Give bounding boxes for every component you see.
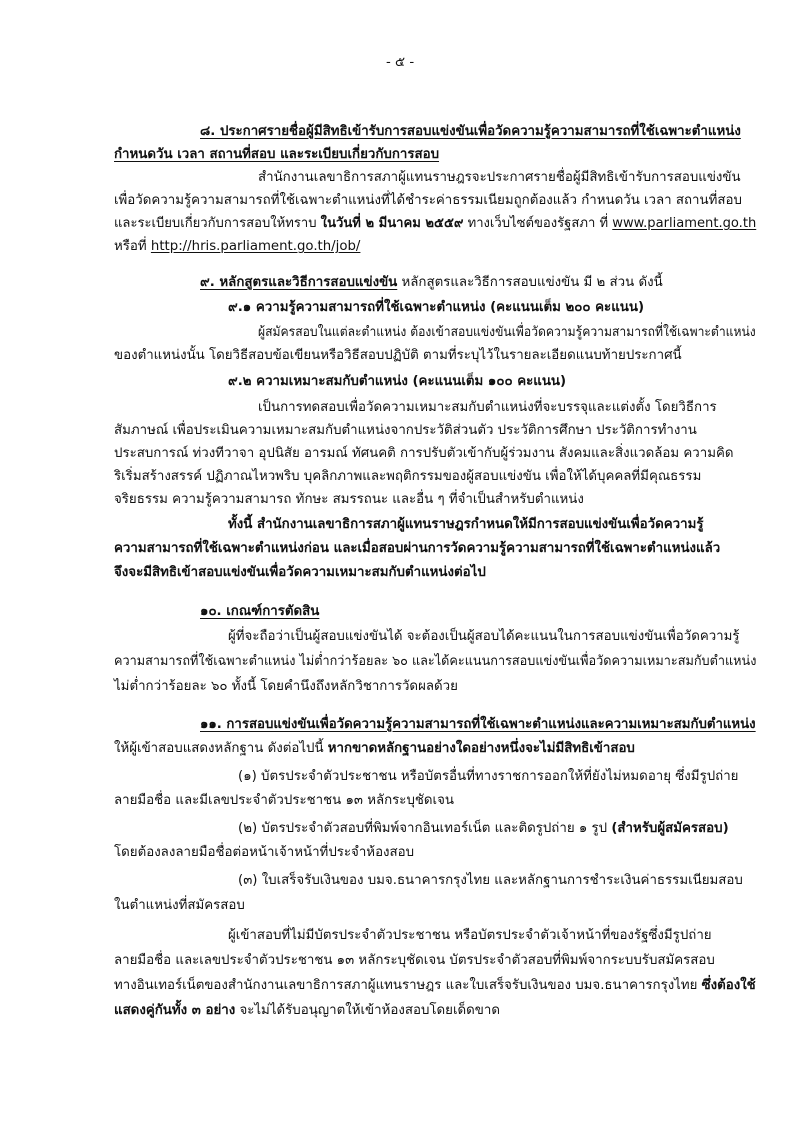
s10-title: ๑๐. เกณฑ์การตัดสิน <box>200 604 320 619</box>
s11-item3-line1: (๓) ใบเสร็จรับเงินของ บมจ.ธนาคารกรุงไทย และหลักฐานการชำระเงินค่าธรรมเนียมสอบ <box>238 873 743 888</box>
s11-item1-line1: (๑) บัตรประจำตัวประชาชน หรือบัตรอื่นที่ทางราชการออกให้ที่ยังไม่หมดอายุ ซึ่งมีรูปถ่าย <box>238 769 739 784</box>
s11-footer-line3-text: ทางอินเทอร์เน็ตของสำนักงานเลขาธิการสภาผู้แทนราษฎร และใบเสร็จรับเงินของ บมจ.ธนาคารกรุงไทย <box>114 978 698 993</box>
s11-footer-line1: ผู้เข้าสอบที่ไม่มีบัตรประจำตัวประชาชน หรือบัตรประจำตัวเจ้าหน้าที่ของรัฐซึ่งมีรูปถ่าย <box>228 928 712 943</box>
s9-1-para-line2: ของตำแหน่งนั้น โดยวิธีสอบข้อเขียนหรือวิธีสอบปฏิบัติ ตามที่ระบุไว้ในรายละเอียดแนบท้ายประกาศนี้ <box>114 348 682 363</box>
s11-footer-line3-bold: ซึ่งต้องใช้ <box>701 978 756 993</box>
s9-2-heading: ๙.๒ ความเหมาะสมกับตำแหน่ง (คะแนนเต็ม ๑๐๐ คะแนน) <box>228 374 567 389</box>
s9-note-line2: ความสามารถที่ใช้เฉพาะตำแหน่งก่อน และเมื่อสอบผ่านการวัดความรู้ความสามารถที่ใช้เฉพาะตำแหน่งแล้ว <box>114 541 721 556</box>
s10-para-line1: ผู้ที่จะถือว่าเป็นผู้สอบแข่งขันได้ จะต้องเป็นผู้สอบได้คะแนนในการสอบแข่งขันเพื่อวัดความรู้ <box>228 629 740 644</box>
s9-2-para-line4: ริเริ่มสร้างสรรค์ ปฏิภาณไหวพริบ บุคลิกภาพและพฤติกรรมของผู้สอบแข่งขัน เพื่อให้ได้บุคคลที่มีคุณธรรม <box>114 469 702 484</box>
s11-footer-line4 <box>114 1000 500 1022</box>
s11-item3-line2: ในตำแหน่งที่สมัครสอบ <box>114 898 245 913</box>
s11-item2-text: (๒) บัตรประจำตัวสอบที่พิมพ์จากอินเทอร์เน็ต และติดรูปถ่าย ๑ รูป <box>238 821 608 836</box>
s9-2-para-line3: ประสบการณ์ ท่วงทีวาจา อุปนิสัย อารมณ์ ทัศนคติ การปรับตัวเข้ากับผู้ร่วมงาน สังคมและสิ่งแวดล้อม ความคิด <box>114 446 734 461</box>
s8-para-line3-text: และระเบียบเกี่ยวกับการสอบให้ทราบ <box>114 216 317 231</box>
s9-note-line3: จึงจะมีสิทธิเข้าสอบแข่งขันเพื่อวัดความเหมาะสมกับตำแหน่งต่อไป <box>114 565 486 580</box>
s9-1-heading: ๙.๑ ความรู้ความสามารถที่ใช้เฉพาะตำแหน่ง (คะแนนเต็ม ๒๐๐ คะแนน) <box>228 300 645 315</box>
s11-footer-line2: ลายมือชื่อ และเลขประจำตัวประชาชน ๑๓ หลักระบุชัดเจน บัตรประจำตัวสอบที่พิมพ์จากระบบรับสมัครสอบ <box>114 953 715 968</box>
s9-2-para-line1: เป็นการทดสอบเพื่อวัดความเหมาะสมกับตำแหน่งที่จะบรรจุและแต่งตั้ง โดยวิธีการ <box>258 400 717 415</box>
s8-para-line2: เพื่อวัดความรู้ความสามารถที่ใช้เฉพาะตำแหน่งที่ได้ชำระค่าธรรมเนียมถูกต้องแล้ว กำหนดวัน เวลา สถานที่สอบ <box>114 193 742 208</box>
s11-item2-line1 <box>238 818 729 840</box>
s11-footer-line3 <box>114 975 756 997</box>
s9-2-para-line5: จริยธรรม ความรู้ความสามารถ ทักษะ สมรรถนะ และอื่น ๆ ที่จำเป็นสำหรับตำแหน่ง <box>114 492 584 507</box>
s8-para-line4-text: หรือที่ <box>114 239 147 254</box>
s9-title-heading: ๙. หลักสูตรและวิธีการสอบแข่งขัน <box>200 275 398 290</box>
parliament-website-link[interactable]: www.parliament.go.th <box>612 216 757 231</box>
s8-para-line3-text2: ทางเว็บไซต์ของรัฐสภา ที่ <box>467 216 609 231</box>
hris-job-link[interactable]: http://hris.parliament.go.th/job/ <box>150 239 361 254</box>
s11-item1-line2: ลายมือชื่อ และมีเลขประจำตัวประชาชน ๑๓ หลักระบุชัดเจน <box>114 793 454 808</box>
s10-para-line2: ความสามารถที่ใช้เฉพาะตำแหน่ง ไม่ต่ำกว่าร้อยละ ๖๐ และได้คะแนนการสอบแข่งขันเพื่อวัดความเหมาะสมกับตำแหน่ง <box>114 654 757 669</box>
s9-1-para-line1: ผู้สมัครสอบในแต่ละตำแหน่ง ต้องเข้าสอบแข่งขันเพื่อวัดความรู้ความสามารถที่ใช้เฉพาะตำแหน่ง <box>258 325 756 340</box>
s11-intro <box>114 738 635 760</box>
s11-item2-line2: โดยต้องลงลายมือชื่อต่อหน้าเจ้าหน้าที่ประจำห้องสอบ <box>114 845 415 860</box>
s10-para-line3: ไม่ต่ำกว่าร้อยละ ๖๐ ทั้งนี้ โดยคำนึงถึงหลักวิชาการวัดผลด้วย <box>114 679 458 694</box>
s11-title: ๑๑. การสอบแข่งขันเพื่อวัดความรู้ความสามารถที่ใช้เฉพาะตำแหน่งและความเหมาะสมกับตำแหน่ง <box>200 717 756 732</box>
s11-item2-bold: (สำหรับผู้สมัครสอบ) <box>611 821 729 836</box>
s8-para-line1: สำนักงานเลขาธิการสภาผู้แทนราษฎรจะประกาศรายชื่อผู้มีสิทธิเข้ารับการสอบแข่งขัน <box>258 170 741 185</box>
s11-intro-warning: หากขาดหลักฐานอย่างใดอย่างหนึ่งจะไม่มีสิทธิเข้าสอบ <box>327 741 635 756</box>
s9-2-para-line2: สัมภาษณ์ เพื่อประเมินความเหมาะสมกับตำแหน่งจากประวัติส่วนตัว ประวัติการศึกษา ประวัติการทำงาน <box>114 423 697 438</box>
s8-para-line3 <box>114 213 756 235</box>
s8-para-line4 <box>114 236 360 258</box>
s8-announce-date: ในวันที่ ๒ มีนาคม ๒๕๕๙ <box>320 216 464 231</box>
s11-footer-line4-bold: แสดงคู่กันทั้ง ๓ อย่าง <box>114 1003 236 1018</box>
s11-intro-text: ให้ผู้เข้าสอบแสดงหลักฐาน ดังต่อไปนี้ <box>114 741 324 756</box>
s11-footer-line4-text: จะไม่ได้รับอนุญาตให้เข้าห้องสอบโดยเด็ดขาด <box>239 1003 500 1018</box>
s8-title-line1: ๘. ประกาศรายชื่อผู้มีสิทธิเข้ารับการสอบแข่งขันเพื่อวัดความรู้ความสามารถที่ใช้เฉพาะตำแหน่ง <box>200 124 741 139</box>
s8-title-line2: กำหนดวัน เวลา สถานที่สอบ และระเบียบเกี่ยวกับการสอบ <box>114 147 440 162</box>
s9-title <box>200 272 663 294</box>
s9-note-line1: ทั้งนี้ สำนักงานเลขาธิการสภาผู้แทนราษฎรกำหนดให้มีการสอบแข่งขันเพื่อวัดความรู้ <box>228 517 704 532</box>
s9-title-text: หลักสูตรและวิธีการสอบแข่งขัน มี ๒ ส่วน ดังนี้ <box>401 275 663 290</box>
page-number: - ๕ - <box>386 55 415 70</box>
